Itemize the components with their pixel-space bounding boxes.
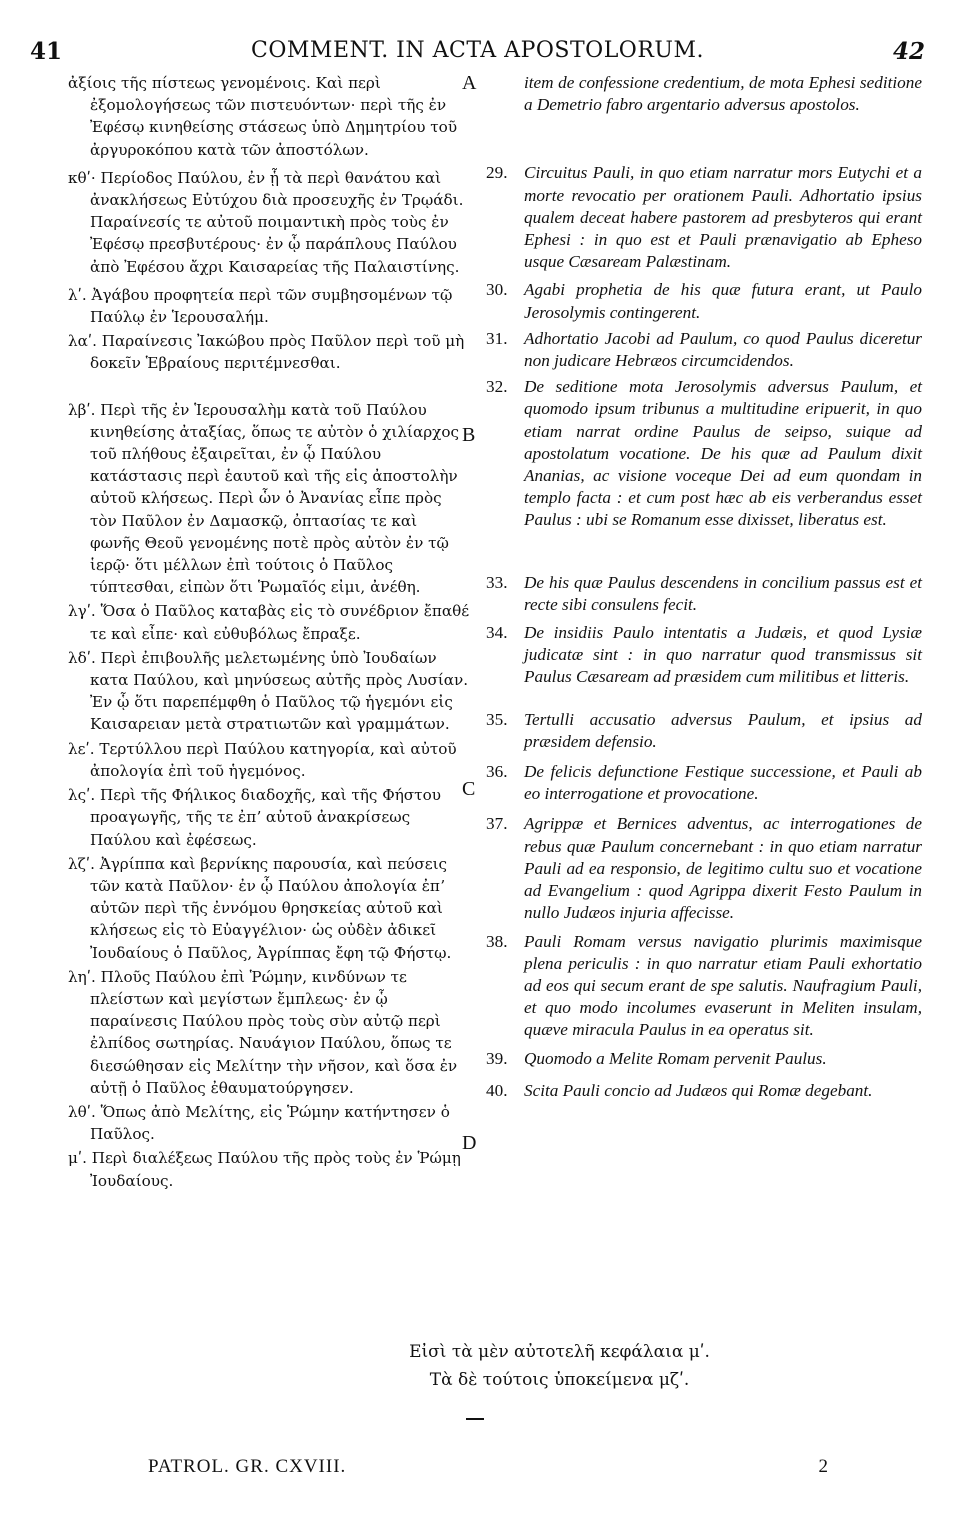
latin-entry-number: 40. (486, 1080, 508, 1100)
latin-entry-text: Agabi prophetia de his quæ futura erant, ut Paulo Jerosolymis contingerent. (524, 280, 922, 322)
latin-entry-number: 35. (486, 709, 508, 729)
latin-entry-text: De seditione mota Jerosolymis adversus Paulum, et quomodo ipsum tribunus a multitudine eripuerit, in quo etiam narrat ordine Paulus de seipso, suique ad apostolatum vocatione. De his quæ ad Paulum dixit Ananias, ac visione voceque Dei ad eum quondam in templo facta : et cum post hæc ab eis verberandus esset Paulus : ubi se Romanum esse dixisset, liberatus est. (524, 377, 922, 530)
margin-marker-b: B (462, 424, 476, 446)
latin-entry-1 (486, 162, 922, 273)
latin-entry-0 (486, 72, 922, 116)
greek-entry-6 (68, 647, 470, 736)
latin-entry-5 (486, 572, 922, 616)
latin-entry-12 (486, 1080, 922, 1102)
greek-entry-number: λβʹ. (68, 400, 96, 419)
greek-entry-text: Ὅσα ὁ Παῦλος καταβὰς εἰς τὸ συνέδριον ἔπαθέ τε καὶ εἶπε· καὶ εὐθυβόλως ἔπραξε. (90, 602, 470, 643)
latin-entry-number: 37. (486, 814, 508, 834)
latin-entry-number: 29. (486, 163, 508, 183)
greek-entry-0 (68, 72, 470, 161)
margin-marker-c: C (462, 778, 476, 800)
summary-line-1: Εἰσὶ τὰ μὲν αὐτοτελῆ κεφάλαια μʹ. (409, 1342, 710, 1362)
latin-entry-text: De insidiis Paulo intentatis a Judæis, et quod Lysiæ judicatæ sint : in quo narratur quod transmissus sit Paulus Cæsaream ad præsidem cum militibus et litteris. (524, 623, 922, 687)
greek-entry-number: λζʹ. (68, 854, 95, 873)
greek-entry-3 (68, 330, 470, 374)
latin-entry-10 (486, 931, 922, 1042)
greek-entry-text: Περὶ ἐπιβουλῆς μελετωμένης ὑπὸ Ἰουδαίων κατα Παύλου, καὶ μηνύσεως αὐτῆς πρὸς Λυσίαν. Ἐν ᾧ ὅτι παρεπέμφθη ὁ Παῦλος τῷ ἡγεμόνι εἰς Καισαρειαν μετὰ στρατιωτῶν καὶ γραμμάτων. (90, 648, 469, 734)
latin-entry-number: 33. (486, 572, 508, 592)
page-header (30, 38, 925, 70)
latin-entry-text: De his quæ Paulus descendens in concilium passus est et recte sibi consulens fecit. (524, 572, 922, 614)
greek-entry-7 (68, 738, 470, 782)
greek-entry-text: Περὶ διαλέξεως Παύλου τῆς πρὸς τοὺς ἐν Ῥώμῃ Ἰουδαίους. (90, 1149, 461, 1190)
latin-entry-3 (486, 328, 922, 372)
greek-entry-text: Πλοῦς Παύλου ἐπὶ Ῥώμην, κινδύνων τε πλείστων καὶ μεγίστων ἔμπλεως· ἐν ᾧ παραίνεσις Παύλου πρὸς τοὺς σὺν αὐτῷ περὶ ἐλπίδος σωτηρίας. Ναυάγιον Παύλου, ὅπως τε διεσώθησαν εἰς Μελίτην τὴν νῆσον, καὶ ὅσα ἐν αὐτῇ ὁ Παῦλος ἐθαυματούργησεν. (90, 967, 458, 1097)
greek-entry-text: Περὶ τῆς ἐν Ἱερουσαλὴμ κατὰ τοῦ Παύλου κινηθείσης ἀταξίας, ὅπως τε αὐτὸν ὁ χιλίαρχος τοῦ πλήθους ἐξαιρεῖται, ἐν ᾧ Παύλου κατάστασις περὶ ἑαυτοῦ καὶ τῆς εἰς ἀποστολὴν αὐτοῦ κλήσεως. Περὶ ὧν ὁ Ἀνανίας εἶπε πρὸς τὸν Παῦλον ἐν Δαμασκῷ, ὀπτασίας τε καὶ φωνῆς Θεοῦ γενομένης ποτὲ πρὸς αὐτὸν ἐν τῷ ἱερῷ· ὅτι μέλλων ἐπὶ τούτοις ὁ Παῦλος τύπτεσθαι, εἰπὼν ὅτι Ῥωμαῖός εἰμι, ἀνέθη. (90, 400, 459, 597)
greek-entry-1 (68, 167, 470, 278)
greek-entry-8 (68, 784, 470, 851)
greek-entry-number: λθʹ. (68, 1102, 96, 1121)
greek-column (68, 72, 470, 1192)
running-title: COMMENT. IN ACTA APOSTOLORUM. (251, 38, 704, 63)
footer-signature: PATROL. GR. CXVIII. (148, 1456, 347, 1477)
greek-entry-number: λδʹ. (68, 648, 96, 667)
latin-entry-text: Adhortatio Jacobi ad Paulum, co quod Paulus diceretur non judicare Hebræos circumcidendos. (524, 328, 922, 371)
latin-entry-number: 38. (486, 931, 508, 951)
latin-entry-number: 31. (486, 328, 508, 348)
latin-entry-text: item de confessione credentium, de mota Ephesi seditione a Demetrio fabro argentario adversus apostolos. (524, 73, 922, 115)
latin-entry-11 (486, 1048, 922, 1070)
greek-entry-5 (68, 600, 470, 644)
greek-entry-text: ἀξίοις τῆς πίστεως γενομένοις. Καὶ περὶ ἐξομολογήσεως τῶν πιστευόντων· περὶ τῆς ἐν Ἐφέσῳ κινηθείσης στάσεως ὑπὸ Δημητρίου τοῦ ἀργυροκόπου κατὰ τῶν ἀποστόλων. (68, 74, 458, 159)
greek-entry-text: Παραίνεσις Ἰακώβου πρὸς Παῦλον περὶ τοῦ μὴ δοκεῖν Ἑβραίους περιτέμνεσθαι. (90, 332, 465, 373)
latin-entry-number: 39. (486, 1048, 508, 1068)
greek-entry-11 (68, 1101, 470, 1145)
summary-line-2: Τὰ δὲ τούτοις ὑποκείμενα μζʹ. (429, 1370, 690, 1390)
greek-entry-text: Ὅπως ἀπὸ Μελίτης, εἰς Ῥώμην κατήντησεν ὁ Παῦλος. (90, 1102, 450, 1144)
greek-entry-number: κθʹ· (68, 168, 96, 187)
latin-entry-4 (486, 376, 922, 531)
greek-entry-text: Περὶ τῆς Φήλικος διαδοχῆς, καὶ τῆς Φήστου προαγωγῆς, τῆς τε ἐπʼ αὐτοῦ ἀνακρίσεως Παύλου καὶ ἐφέσεως. (90, 786, 441, 849)
latin-entry-number: 36. (486, 762, 508, 782)
chapter-summary (0, 1338, 959, 1394)
greek-entry-text: Περίοδος Παύλου, ἐν ᾗ τὰ περὶ θανάτου καὶ ἀνακλήσεως Εὐτύχου διὰ προσευχῆς ἐν Τρῳάδι. Παραίνεσίς τε αὐτοῦ ποιμαντικὴ πρὸς τοὺς ἐν Ἐφέσῳ πρεσβυτέρους· ἐν ᾧ παράπλους Παύλου ἀπὸ Ἐφέσου ἄχρι Καισαρείας τῆς Παλαιστίνης. (90, 168, 464, 276)
latin-entry-text: Agrippæ et Bernices adventus, ac interrogationes de rebus quæ Paulum concernebant : in quo etiam narratur Pauli ad ea responsio, de legitimo cultu suo et vocatione ad Evangelium : quod Agrippa dixerit Festo Paulum in nullo Judæos injuria affecisse. (524, 814, 922, 923)
greek-entry-text: Ἀγρίππα καὶ βερνίκης παρουσία, καὶ πεύσεις τῶν κατὰ Παῦλον· ἐν ᾧ Παύλου ἀπολογία ἐπʼ αὐτῶν περὶ τῆς ἐννόμου θρησκείας αὐτοῦ καὶ κλήσεως εἰς τὸ Εὐαγγέλιον· ὡς οὐδὲν ἀδικεῖ Ἰουδαίους ὁ Παῦλος, Ἀγρίππας ἔφη τῷ Φήστῳ. (90, 854, 452, 962)
greek-entry-text: Ἀγάβου προφητεία περὶ τῶν συμβησομένων τῷ Παύλῳ ἐν Ἱερουσαλήμ. (90, 285, 453, 327)
greek-entry-number: λαʹ. (68, 332, 97, 351)
page-number-right: 42 (892, 38, 925, 65)
latin-entry-text: Pauli Romam versus navigatio plurimis maximisque plena periculis : in quo narratur etiam Pauli exhortatio ad eos qui secum erant de spe salutis. Naufragium Pauli, et quo modo incolumes evaserunt in Meliten insulam, quæve miracula Paulus in ea operatus sit. (524, 931, 922, 1040)
footer-sheet-number: 2 (818, 1456, 828, 1477)
latin-entry-7 (486, 709, 922, 753)
greek-entry-number: λςʹ. (68, 786, 96, 805)
greek-entry-10 (68, 966, 470, 1099)
latin-entry-text: Tertulli accusatio adversus Paulum, et ipsius ad præsidem defensio. (524, 709, 922, 751)
latin-entry-number: 34. (486, 623, 508, 643)
latin-entry-text: Quomodo a Melite Romam pervenit Paulus. (524, 1048, 827, 1068)
latin-column (486, 72, 922, 1102)
greek-entry-number: λʹ. (68, 285, 87, 304)
latin-entry-6 (486, 622, 922, 689)
greek-entry-text: Τερτύλλου περὶ Παύλου κατηγορία, καὶ αὐτοῦ ἀπολογία ἐπὶ τοῦ ἡγεμόνος. (90, 739, 457, 780)
page-number-left: 41 (30, 38, 63, 65)
greek-entry-number: λγʹ. (68, 602, 96, 621)
greek-entry-number: λεʹ. (68, 739, 95, 758)
separator-dash (466, 1418, 484, 1420)
latin-entry-text: De felicis defunctione Festique successione, et Pauli ab eo interrogatione et provocatione. (524, 762, 922, 804)
latin-entry-number: 32. (486, 377, 508, 397)
margin-marker-d: D (462, 1132, 477, 1154)
latin-entry-number: 30. (486, 280, 508, 300)
greek-entry-number: ληʹ. (68, 967, 96, 986)
latin-entry-text: Scita Pauli concio ad Judæos qui Romæ degebant. (524, 1080, 873, 1100)
page-footer (148, 1456, 828, 1484)
greek-entry-12 (68, 1147, 470, 1191)
greek-entry-4 (68, 399, 470, 599)
greek-entry-9 (68, 853, 470, 964)
margin-marker-a: A (462, 72, 477, 94)
latin-entry-2 (486, 279, 922, 323)
latin-entry-8 (486, 761, 922, 805)
greek-entry-number: μʹ. (68, 1149, 87, 1168)
latin-entry-text: Circuitus Pauli, in quo etiam narratur mors Eutychi et a morte revocatio per orationem Pauli. Adhortatio ipsius qualem deceat habere pastorem ad presbyteros qui erant Ephesi : in quo est et Pauli prænavigatio ab Epheso usque Cæsaream Palæstinam. (524, 163, 922, 272)
latin-entry-9 (486, 813, 922, 924)
greek-entry-2 (68, 284, 470, 328)
